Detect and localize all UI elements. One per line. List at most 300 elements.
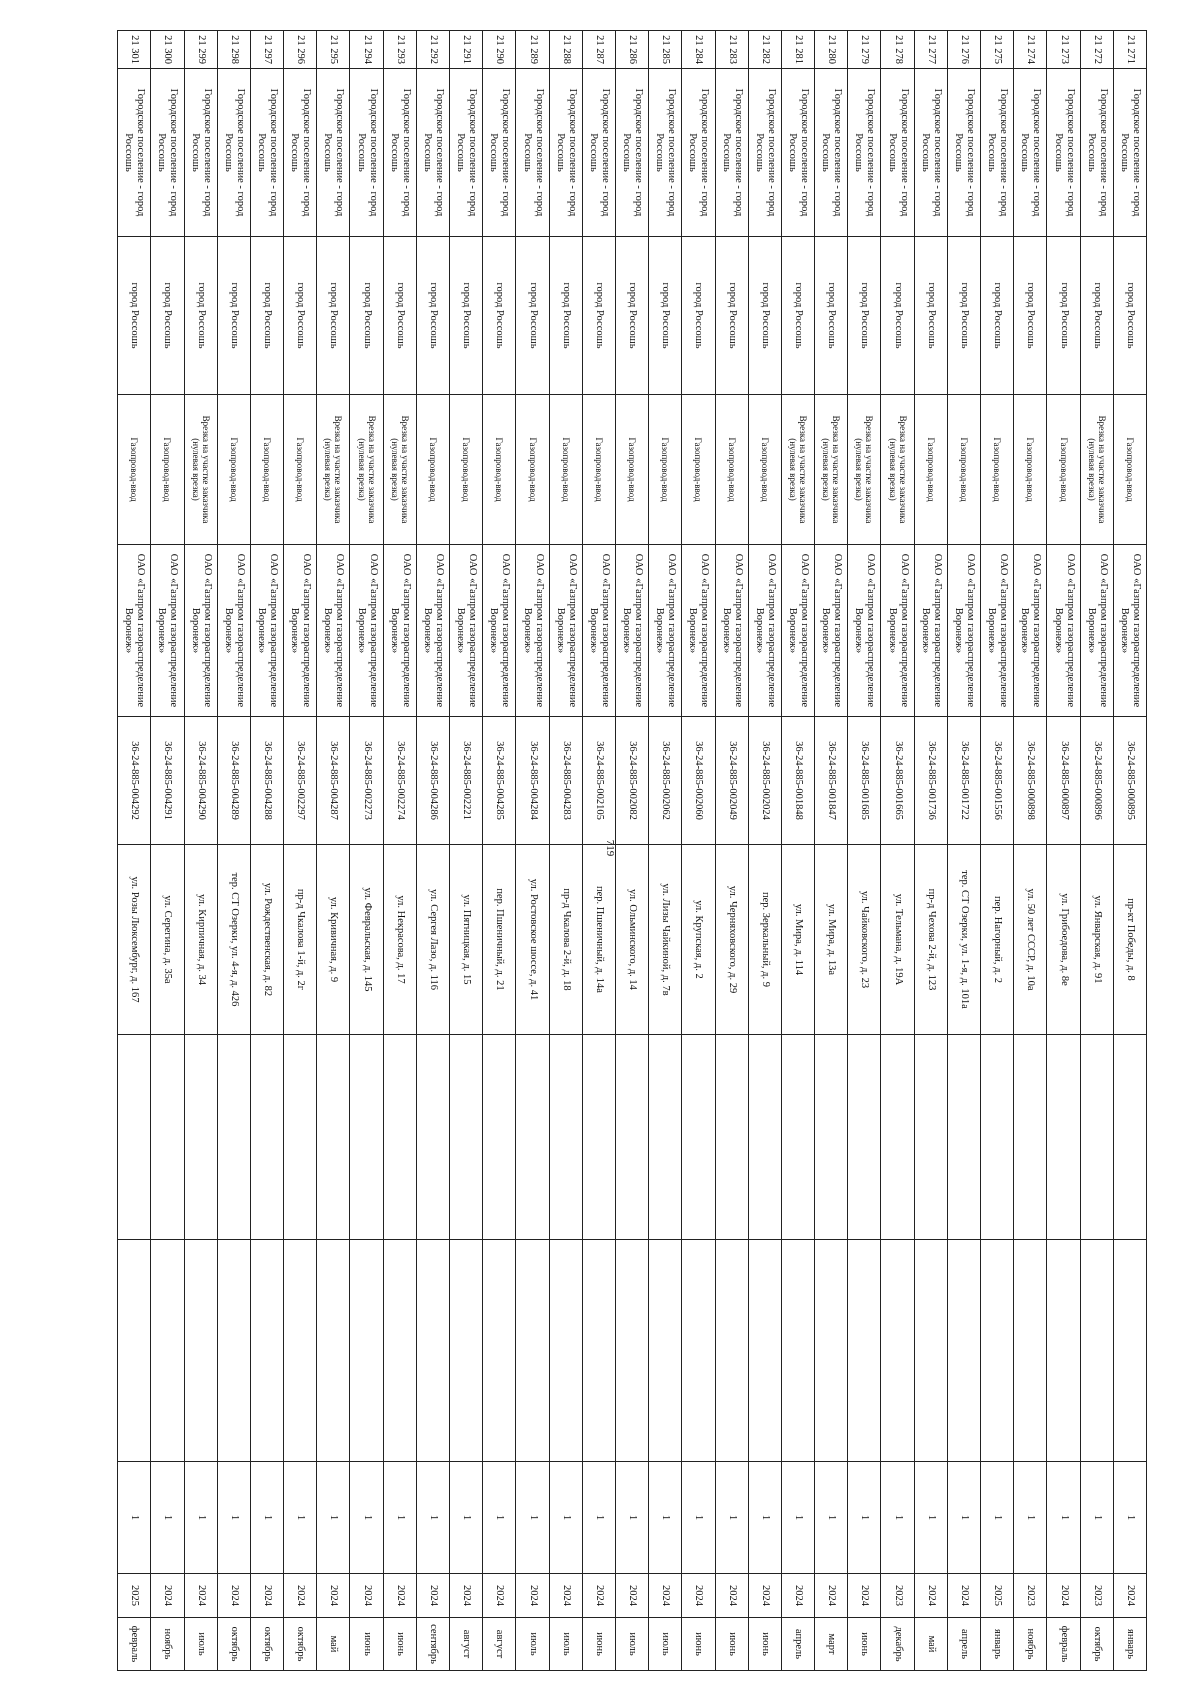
address-cell: ул. Розы Люксембург, д. 167 [118,845,151,1035]
address-cell: ул. Крупская, д. 2 [682,845,715,1035]
registry-code-cell: 36-24-885-001556 [981,717,1014,845]
row-number-cell: 21 301 [118,31,151,69]
blank-cell [483,1240,516,1462]
rotated-table-wrapper [117,30,1147,1670]
municipality-cell: Городское поселение - город Россошь [250,69,283,237]
address-cell: ул. Февральская, д. 145 [350,845,383,1035]
year-cell: 2024 [516,1574,549,1618]
year-cell: 2024 [848,1574,881,1618]
locality-cell: город Россошь [516,237,549,395]
month-cell: май [317,1618,350,1671]
month-cell: июнь [383,1618,416,1671]
year-cell: 2024 [748,1574,781,1618]
owner-cell: ОАО «Газпром газораспределение Воронеж» [616,545,649,717]
municipality-cell: Городское поселение - город Россошь [184,69,217,237]
object-type-cell: Газопровод-ввод [1047,395,1080,545]
count-cell: 1 [151,1462,184,1574]
municipality-cell: Городское поселение - город Россошь [848,69,881,237]
row-number-cell: 21 281 [781,31,814,69]
locality-cell: город Россошь [250,237,283,395]
table-row [350,31,383,1671]
year-cell: 2024 [350,1574,383,1618]
blank-cell [616,1035,649,1240]
blank-cell [1113,1035,1146,1240]
locality-cell: город Россошь [184,237,217,395]
object-type-cell: Газопровод-ввод [118,395,151,545]
row-number-cell: 21 272 [1080,31,1113,69]
row-number-cell: 21 298 [217,31,250,69]
municipality-cell: Городское поселение - город Россошь [483,69,516,237]
count-cell: 1 [1014,1462,1047,1574]
owner-cell: ОАО «Газпром газораспределение Воронеж» [748,545,781,717]
object-type-cell: Газопровод-ввод [616,395,649,545]
locality-cell: город Россошь [416,237,449,395]
municipality-cell: Городское поселение - город Россошь [1014,69,1047,237]
registry-code-cell: 36-24-885-000898 [1014,717,1047,845]
row-number-cell: 21 282 [748,31,781,69]
count-cell: 1 [317,1462,350,1574]
blank-cell [848,1240,881,1462]
blank-cell [881,1035,914,1240]
locality-cell: город Россошь [483,237,516,395]
registry-code-cell: 36-24-885-002273 [350,717,383,845]
object-type-cell: Газопровод-ввод [549,395,582,545]
blank-cell [250,1035,283,1240]
municipality-cell: Городское поселение - город Россошь [1113,69,1146,237]
municipality-cell: Городское поселение - город Россошь [914,69,947,237]
address-cell: пр-д Чкалова 2-й, д. 18 [549,845,582,1035]
year-cell: 2024 [616,1574,649,1618]
year-cell: 2024 [416,1574,449,1618]
row-number-cell: 21 290 [483,31,516,69]
blank-cell [217,1035,250,1240]
owner-cell: ОАО «Газпром газораспределение Воронеж» [151,545,184,717]
row-number-cell: 21 280 [815,31,848,69]
locality-cell: город Россошь [914,237,947,395]
address-cell: пр-кт Победы, д. 8 [1113,845,1146,1035]
registry-code-cell: 36-24-885-004291 [151,717,184,845]
register-table [117,30,1147,1671]
blank-cell [284,1035,317,1240]
year-cell: 2024 [250,1574,283,1618]
registry-code-cell: 36-24-885-004287 [317,717,350,845]
blank-cell [649,1035,682,1240]
object-type-cell: Газопровод-ввод [416,395,449,545]
object-type-cell: Газопровод-ввод [1113,395,1146,545]
municipality-cell: Городское поселение - город Россошь [815,69,848,237]
blank-cell [383,1240,416,1462]
object-type-cell: Газопровод-ввод [151,395,184,545]
blank-cell [549,1035,582,1240]
registry-code-cell: 36-24-885-001736 [914,717,947,845]
blank-cell [682,1035,715,1240]
year-cell: 2023 [1014,1574,1047,1618]
locality-cell: город Россошь [350,237,383,395]
count-cell: 1 [914,1462,947,1574]
table-row [1047,31,1080,1671]
locality-cell: город Россошь [881,237,914,395]
count-cell: 1 [250,1462,283,1574]
owner-cell: ОАО «Газпром газораспределение Воронеж» [483,545,516,717]
row-number-cell: 21 287 [582,31,615,69]
month-cell: январь [1113,1618,1146,1671]
owner-cell: ОАО «Газпром газораспределение Воронеж» [1113,545,1146,717]
table-row [416,31,449,1671]
year-cell: 2024 [549,1574,582,1618]
table-row [184,31,217,1671]
object-type-cell: Газопровод-ввод [450,395,483,545]
municipality-cell: Городское поселение - город Россошь [118,69,151,237]
locality-cell: город Россошь [118,237,151,395]
address-cell: пер. Зеркальный, д. 9 [748,845,781,1035]
year-cell: 2024 [317,1574,350,1618]
address-cell: пер. Пшеничный, д. 14а [582,845,615,1035]
registry-code-cell: 36-24-885-001847 [815,717,848,845]
table-row [748,31,781,1671]
table-row [516,31,549,1671]
year-cell: 2024 [151,1574,184,1618]
month-cell: январь [981,1618,1014,1671]
table-row [549,31,582,1671]
municipality-cell: Городское поселение - город Россошь [781,69,814,237]
registry-code-cell: 36-24-885-000895 [1113,717,1146,845]
object-type-cell: Газопровод-ввод [947,395,980,545]
owner-cell: ОАО «Газпром газораспределение Воронеж» [1014,545,1047,717]
month-cell: апрель [947,1618,980,1671]
count-cell: 1 [582,1462,615,1574]
month-cell: декабрь [881,1618,914,1671]
registry-code-cell: 36-24-885-004286 [416,717,449,845]
table-row [582,31,615,1671]
object-type-cell: Врезка на участке заказчика (нулевая врезка) [881,395,914,545]
year-cell: 2024 [450,1574,483,1618]
object-type-cell: Врезка на участке заказчика (нулевая врезка) [184,395,217,545]
owner-cell: ОАО «Газпром газораспределение Воронеж» [881,545,914,717]
locality-cell: город Россошь [317,237,350,395]
object-type-cell: Газопровод-ввод [250,395,283,545]
registry-code-cell: 36-24-885-000897 [1047,717,1080,845]
object-type-cell: Газопровод-ввод [715,395,748,545]
object-type-cell: Врезка на участке заказчика (нулевая врезка) [317,395,350,545]
locality-cell: город Россошь [649,237,682,395]
count-cell: 1 [1080,1462,1113,1574]
year-cell: 2024 [815,1574,848,1618]
address-cell: ул. Мира, д. 114 [781,845,814,1035]
locality-cell: город Россошь [383,237,416,395]
year-cell: 2023 [1080,1574,1113,1618]
owner-cell: ОАО «Газпром газораспределение Воронеж» [848,545,881,717]
municipality-cell: Городское поселение - город Россошь [715,69,748,237]
count-cell: 1 [1113,1462,1146,1574]
month-cell: ноябрь [1014,1618,1047,1671]
address-cell: пер. Нагорный, д. 2 [981,845,1014,1035]
blank-cell [184,1240,217,1462]
object-type-cell: Газопровод-ввод [284,395,317,545]
table-row [715,31,748,1671]
year-cell: 2024 [914,1574,947,1618]
owner-cell: ОАО «Газпром газораспределение Воронеж» [250,545,283,717]
municipality-cell: Городское поселение - город Россошь [616,69,649,237]
address-cell: ул. Лизы Чайкиной, д. 7в [649,845,682,1035]
owner-cell: ОАО «Газпром газораспределение Воронеж» [383,545,416,717]
owner-cell: ОАО «Газпром газораспределение Воронеж» [516,545,549,717]
address-cell: ул. Ольминского, д. 14 [616,845,649,1035]
registry-code-cell: 36-24-885-004292 [118,717,151,845]
year-cell: 2024 [1047,1574,1080,1618]
municipality-cell: Городское поселение - город Россошь [582,69,615,237]
municipality-cell: Городское поселение - город Россошь [748,69,781,237]
registry-code-cell: 36-24-885-000896 [1080,717,1113,845]
municipality-cell: Городское поселение - город Россошь [217,69,250,237]
object-type-cell: Врезка на участке заказчика (нулевая врезка) [1080,395,1113,545]
row-number-cell: 21 292 [416,31,449,69]
municipality-cell: Городское поселение - город Россошь [649,69,682,237]
address-cell: ул. Грибоедова, д. 8е [1047,845,1080,1035]
table-row [616,31,649,1671]
blank-cell [416,1035,449,1240]
table-row [317,31,350,1671]
year-cell: 2024 [582,1574,615,1618]
owner-cell: ОАО «Газпром газораспределение Воронеж» [416,545,449,717]
object-type-cell: Газопровод-ввод [1014,395,1047,545]
locality-cell: город Россошь [616,237,649,395]
count-cell: 1 [416,1462,449,1574]
blank-cell [1047,1240,1080,1462]
registry-code-cell: 36-24-885-004288 [250,717,283,845]
address-cell: ул. Тельмана, д. 19А [881,845,914,1035]
municipality-cell: Городское поселение - город Россошь [947,69,980,237]
registry-code-cell: 36-24-885-001722 [947,717,980,845]
locality-cell: город Россошь [582,237,615,395]
row-number-cell: 21 289 [516,31,549,69]
count-cell: 1 [350,1462,383,1574]
month-cell: октябрь [250,1618,283,1671]
row-number-cell: 21 285 [649,31,682,69]
blank-cell [815,1240,848,1462]
address-cell: ул. Ростовское шоссе, д. 41 [516,845,549,1035]
registry-code-cell: 36-24-885-001685 [848,717,881,845]
address-cell: пр-д Чехова 2-й, д. 123 [914,845,947,1035]
month-cell: июнь [582,1618,615,1671]
count-cell: 1 [118,1462,151,1574]
municipality-cell: Городское поселение - город Россошь [383,69,416,237]
count-cell: 1 [815,1462,848,1574]
owner-cell: ОАО «Газпром газораспределение Воронеж» [350,545,383,717]
blank-cell [1080,1240,1113,1462]
registry-code-cell: 36-24-885-002060 [682,717,715,845]
count-cell: 1 [450,1462,483,1574]
registry-code-cell: 36-24-885-004289 [217,717,250,845]
month-cell: июнь [350,1618,383,1671]
count-cell: 1 [516,1462,549,1574]
address-cell: ул. Мира, д. 13а [815,845,848,1035]
row-number-cell: 21 293 [383,31,416,69]
address-cell: ул. Январская, д. 91 [1080,845,1113,1035]
blank-cell [748,1240,781,1462]
year-cell: 2024 [781,1574,814,1618]
locality-cell: город Россошь [549,237,582,395]
row-number-cell: 21 275 [981,31,1014,69]
blank-cell [217,1240,250,1462]
blank-cell [1080,1035,1113,1240]
municipality-cell: Городское поселение - город Россошь [1080,69,1113,237]
registry-code-cell: 36-24-885-002297 [284,717,317,845]
blank-cell [118,1035,151,1240]
municipality-cell: Городское поселение - город Россошь [284,69,317,237]
address-cell: ул. Кривичная, д. 9 [317,845,350,1035]
blank-cell [151,1240,184,1462]
month-cell: июнь [682,1618,715,1671]
year-cell: 2024 [715,1574,748,1618]
month-cell: июль [516,1618,549,1671]
municipality-cell: Городское поселение - город Россошь [317,69,350,237]
registry-code-cell: 36-24-885-002105 [582,717,615,845]
row-number-cell: 21 288 [549,31,582,69]
blank-cell [582,1035,615,1240]
locality-cell: город Россошь [781,237,814,395]
year-cell: 2024 [1113,1574,1146,1618]
row-number-cell: 21 276 [947,31,980,69]
row-number-cell: 21 274 [1014,31,1047,69]
blank-cell [715,1240,748,1462]
table-row [151,31,184,1671]
locality-cell: город Россошь [450,237,483,395]
count-cell: 1 [682,1462,715,1574]
municipality-cell: Городское поселение - город Россошь [682,69,715,237]
month-cell: июль [649,1618,682,1671]
municipality-cell: Городское поселение - город Россошь [549,69,582,237]
registry-code-cell: 36-24-885-004290 [184,717,217,845]
month-cell: февраль [118,1618,151,1671]
address-cell: ул. Серегина, д. 35а [151,845,184,1035]
owner-cell: ОАО «Газпром газораспределение Воронеж» [1047,545,1080,717]
address-cell: ул. Некрасова, д. 17 [383,845,416,1035]
table-row [914,31,947,1671]
count-cell: 1 [981,1462,1014,1574]
blank-cell [947,1240,980,1462]
object-type-cell: Врезка на участке заказчика (нулевая врезка) [350,395,383,545]
row-number-cell: 21 297 [250,31,283,69]
object-type-cell: Газопровод-ввод [582,395,615,545]
locality-cell: город Россошь [715,237,748,395]
table-row [649,31,682,1671]
count-cell: 1 [483,1462,516,1574]
registry-code-cell: 36-24-885-001848 [781,717,814,845]
registry-code-cell: 36-24-885-002049 [715,717,748,845]
owner-cell: ОАО «Газпром газораспределение Воронеж» [217,545,250,717]
blank-cell [416,1240,449,1462]
count-cell: 1 [1047,1462,1080,1574]
registry-code-cell: 36-24-885-002024 [748,717,781,845]
owner-cell: ОАО «Газпром газораспределение Воронеж» [184,545,217,717]
blank-cell [516,1240,549,1462]
table-row [1014,31,1047,1671]
table-body [118,31,1147,1671]
registry-code-cell: 36-24-885-002274 [383,717,416,845]
object-type-cell: Газопровод-ввод [217,395,250,545]
locality-cell: город Россошь [284,237,317,395]
registry-code-cell: 36-24-885-004285 [483,717,516,845]
month-cell: август [483,1618,516,1671]
blank-cell [914,1035,947,1240]
object-type-cell: Газопровод-ввод [483,395,516,545]
municipality-cell: Городское поселение - город Россошь [450,69,483,237]
registry-code-cell: 36-24-885-002221 [450,717,483,845]
locality-cell: город Россошь [1014,237,1047,395]
blank-cell [616,1240,649,1462]
owner-cell: ОАО «Газпром газораспределение Воронеж» [781,545,814,717]
blank-cell [781,1240,814,1462]
row-number-cell: 21 279 [848,31,881,69]
address-cell: тер. СТ Озерки, ул. 1-я, д. 101а [947,845,980,1035]
blank-cell [450,1240,483,1462]
month-cell: июнь [848,1618,881,1671]
locality-cell: город Россошь [815,237,848,395]
blank-cell [383,1035,416,1240]
blank-cell [1113,1240,1146,1462]
blank-cell [250,1240,283,1462]
table-row [881,31,914,1671]
object-type-cell: Газопровод-ввод [649,395,682,545]
blank-cell [317,1035,350,1240]
owner-cell: ОАО «Газпром газораспределение Воронеж» [317,545,350,717]
owner-cell: ОАО «Газпром газораспределение Воронеж» [815,545,848,717]
count-cell: 1 [848,1462,881,1574]
year-cell: 2024 [682,1574,715,1618]
locality-cell: город Россошь [848,237,881,395]
owner-cell: ОАО «Газпром газораспределение Воронеж» [715,545,748,717]
owner-cell: ОАО «Газпром газораспределение Воронеж» [1080,545,1113,717]
owner-cell: ОАО «Газпром газораспределение Воронеж» [284,545,317,717]
row-number-cell: 21 271 [1113,31,1146,69]
address-cell: ул. Рождественская, д. 82 [250,845,283,1035]
table-row [682,31,715,1671]
blank-cell [981,1240,1014,1462]
object-type-cell: Газопровод-ввод [914,395,947,545]
locality-cell: город Россошь [217,237,250,395]
object-type-cell: Врезка на участке заказчика (нулевая врезка) [383,395,416,545]
address-cell: ул. Черняховского, д. 29 [715,845,748,1035]
year-cell: 2024 [383,1574,416,1618]
owner-cell: ОАО «Газпром газораспределение Воронеж» [947,545,980,717]
table-row [450,31,483,1671]
registry-code-cell: 36-24-885-004284 [516,717,549,845]
blank-cell [184,1035,217,1240]
blank-cell [748,1035,781,1240]
blank-cell [284,1240,317,1462]
table-row [483,31,516,1671]
month-cell: октябрь [284,1618,317,1671]
blank-cell [649,1240,682,1462]
year-cell: 2023 [881,1574,914,1618]
count-cell: 1 [184,1462,217,1574]
locality-cell: город Россошь [682,237,715,395]
address-cell: тер. СТ Озерки, ул. 4-я, д. 426 [217,845,250,1035]
month-cell: март [815,1618,848,1671]
owner-cell: ОАО «Газпром газораспределение Воронеж» [981,545,1014,717]
locality-cell: город Россошь [947,237,980,395]
blank-cell [682,1240,715,1462]
month-cell: июнь [715,1618,748,1671]
count-cell: 1 [549,1462,582,1574]
address-cell: пр-д Чкалова 1-й, д. 2г [284,845,317,1035]
month-cell: август [450,1618,483,1671]
row-number-cell: 21 300 [151,31,184,69]
count-cell: 1 [715,1462,748,1574]
object-type-cell: Врезка на участке заказчика (нулевая врезка) [781,395,814,545]
month-cell: сентябрь [416,1618,449,1671]
object-type-cell: Газопровод-ввод [981,395,1014,545]
